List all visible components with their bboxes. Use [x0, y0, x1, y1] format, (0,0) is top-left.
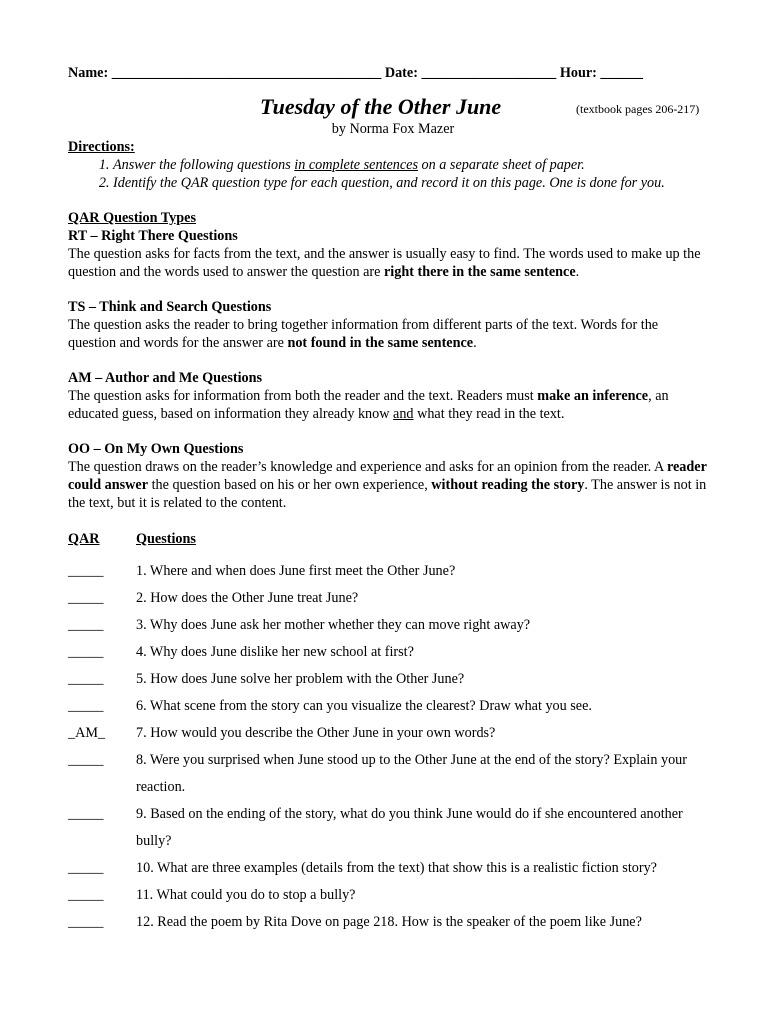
ts-title: TS – Think and Search Questions — [68, 299, 272, 315]
am-bold: make an inference — [537, 388, 649, 404]
direction-item — [113, 156, 708, 174]
question-row — [68, 666, 708, 693]
am-underline: and — [393, 406, 414, 422]
hour-blank[interactable]: ______ — [596, 65, 643, 81]
question-text: 9. Based on the ending of the story, what do you think June would do if she encountered another bully? — [136, 806, 683, 849]
rt-end: . — [575, 264, 580, 280]
am-text: what they read in the text. — [413, 406, 565, 422]
textbook-pages-note: (textbook pages 206-217) — [576, 102, 700, 116]
qar-answer-blank[interactable]: _____ — [68, 698, 104, 714]
qar-answer-filled[interactable]: _AM_ — [68, 725, 106, 741]
rt-bold: right there in the same sentence — [384, 264, 576, 280]
ts-description — [68, 316, 708, 352]
directions-list — [68, 156, 708, 192]
question-text: 11. What could you do to stop a bully? — [136, 887, 356, 903]
qar-answer-blank[interactable]: _____ — [68, 887, 104, 903]
oo-text: . The answer is not in the text, but it is related to the content. — [68, 477, 707, 511]
directions-heading: Directions: — [68, 139, 135, 155]
story-title: Tuesday of the Other June — [260, 94, 502, 119]
ts-text: The question asks the reader to bring together information from different parts of the text. Words for the question and words for the answer are — [68, 317, 659, 351]
am-description — [68, 387, 708, 423]
qar-answer-blank[interactable]: _____ — [68, 914, 104, 930]
qar-answer-blank[interactable]: _____ — [68, 644, 104, 660]
qar-types-section — [68, 209, 708, 281]
ts-section — [68, 298, 708, 352]
question-text: 6. What scene from the story can you visualize the clearest? Draw what you see. — [136, 698, 592, 714]
oo-text: the question based on his or her own experience, — [148, 477, 432, 493]
qar-answer-blank[interactable]: _____ — [68, 590, 104, 606]
story-author: by Norma Fox Mazer — [331, 121, 455, 137]
oo-bold: reader could answer — [68, 459, 707, 493]
am-text: , an educated guess, based on information they already know — [68, 388, 669, 422]
qar-answer-blank[interactable]: _____ — [68, 860, 104, 876]
rt-title: RT – Right There Questions — [68, 228, 238, 244]
question-text: 1. Where and when does June first meet the Other June? — [136, 563, 456, 579]
direction-text: on a separate sheet of paper. — [418, 157, 585, 173]
am-text: The question asks for information from both the reader and the text. Readers must — [68, 388, 538, 404]
oo-bold: without reading the story — [431, 477, 585, 493]
qar-answer-blank[interactable]: _____ — [68, 806, 104, 822]
question-row — [68, 558, 708, 585]
question-row — [68, 720, 708, 747]
date-blank[interactable]: ___________________ — [417, 65, 560, 81]
question-row — [68, 882, 708, 909]
oo-text: The question draws on the reader’s knowledge and experience and asks for an opinion from the reader. A — [68, 459, 667, 475]
questions-column-header: Questions — [136, 531, 196, 547]
question-text: 3. Why does June ask her mother whether they can move right away? — [136, 617, 531, 633]
oo-title: OO – On My Own Questions — [68, 441, 244, 457]
ts-end: . — [473, 335, 477, 351]
question-text: 12. Read the poem by Rita Dove on page 218. How is the speaker of the poem like June? — [136, 914, 642, 930]
qar-answer-blank[interactable]: _____ — [68, 671, 104, 687]
worksheet-page — [68, 64, 708, 936]
title-row — [68, 94, 708, 120]
question-row — [68, 855, 708, 882]
direction-item: 2. Identify the QAR question type for each question, and record it on this page. One is done for you. — [113, 174, 708, 192]
question-row — [68, 639, 708, 666]
questions-table-header — [68, 530, 708, 548]
date-label: Date: — [384, 65, 418, 81]
directions — [68, 138, 708, 192]
oo-section — [68, 440, 708, 512]
rt-description — [68, 245, 708, 281]
qar-types-heading: QAR Question Types — [68, 210, 196, 226]
question-row — [68, 585, 708, 612]
rt-text: The question asks for facts from the text, and the answer is usually easy to find. The words used to make up the question and the words used to answer the question are — [68, 246, 701, 280]
am-title: AM – Author and Me Questions — [68, 370, 263, 386]
question-row — [68, 801, 708, 855]
student-info-header — [68, 64, 708, 86]
question-text: 8. Were you surprised when June stood up to the Other June at the end of the story? Explain your reaction. — [136, 752, 687, 795]
question-text: 10. What are three examples (details from the text) that show this is a realistic fiction story? — [136, 860, 657, 876]
question-row — [68, 909, 708, 936]
qar-answer-blank[interactable]: _____ — [68, 617, 104, 633]
name-label: Name: — [68, 65, 109, 81]
oo-description — [68, 458, 708, 512]
am-section — [68, 369, 708, 423]
direction-underlined: in complete sentences — [294, 157, 418, 173]
hour-label: Hour: — [559, 65, 597, 81]
question-row — [68, 612, 708, 639]
question-text: 7. How would you describe the Other June in your own words? — [136, 725, 496, 741]
question-text: 2. How does the Other June treat June? — [136, 590, 359, 606]
question-row — [68, 693, 708, 720]
qar-column-header: QAR — [68, 531, 100, 547]
name-blank[interactable]: ______________________________________ — [108, 65, 385, 81]
question-row — [68, 747, 708, 801]
ts-bold: not found in the same sentence — [287, 335, 474, 351]
direction-text: Answer the following questions — [113, 157, 295, 173]
qar-answer-blank[interactable]: _____ — [68, 563, 104, 579]
question-text: 4. Why does June dislike her new school at first? — [136, 644, 414, 660]
question-text: 5. How does June solve her problem with the Other June? — [136, 671, 465, 687]
questions-list — [68, 558, 708, 936]
qar-answer-blank[interactable]: _____ — [68, 752, 104, 768]
